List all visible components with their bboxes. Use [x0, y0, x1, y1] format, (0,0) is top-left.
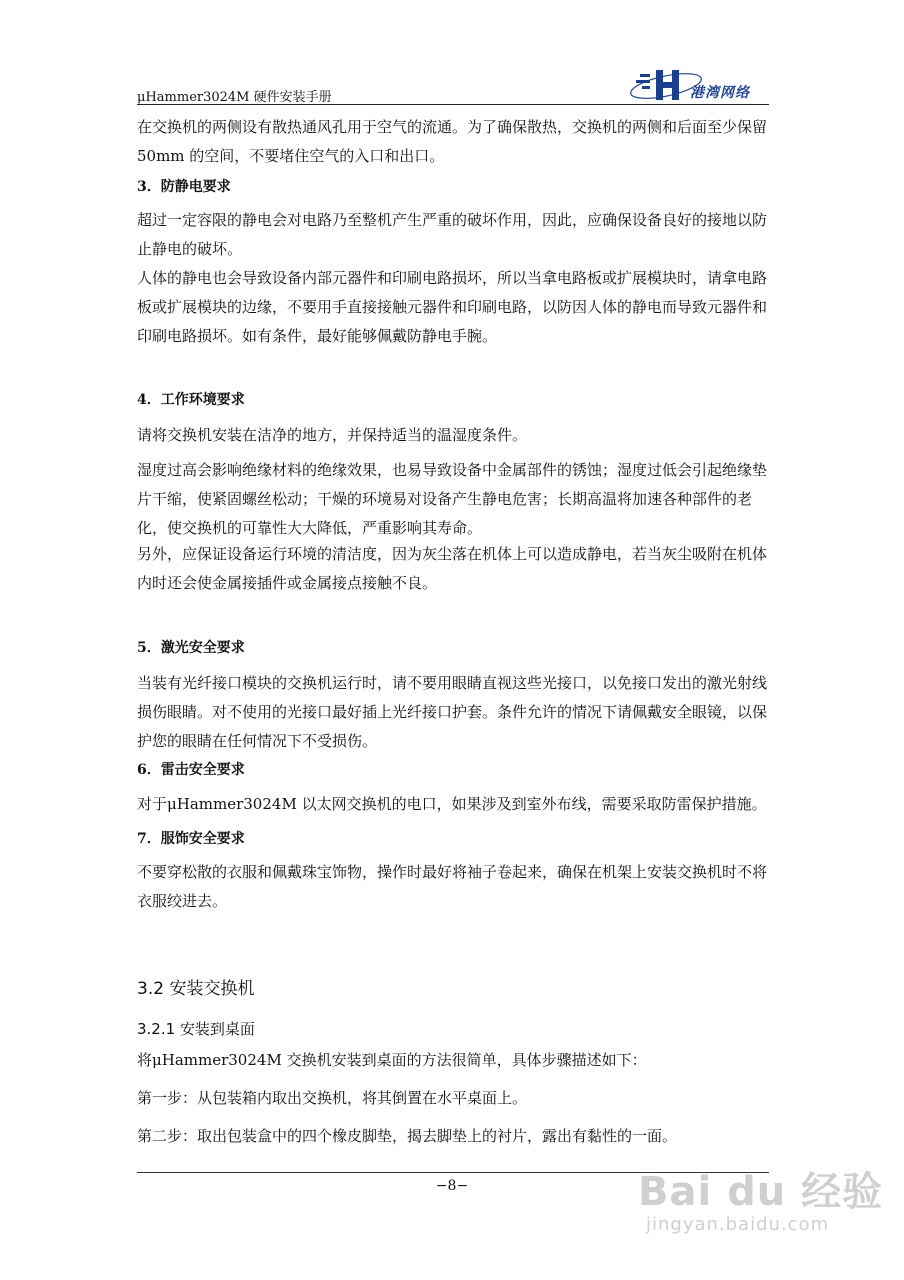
heading-install-desktop: 3.2.1 安装到桌面	[137, 1020, 255, 1038]
paragraph-step-2: 第二步：取出包装盒中的四个橡皮脚垫，揭去脚垫上的衬片，露出有黏性的一面。	[137, 1127, 678, 1145]
paragraph-ventilation: 在交换机的两侧设有散热通风孔用于空气的流通。为了确保散热，交换机的两侧和后面至少保留 50mm 的空间，不要堵住空气的入口和出口。	[137, 118, 768, 165]
baidu-watermark	[628, 1160, 890, 1270]
paragraph-lightning: 对于μHammer3024M 以太网交换机的电口，如果涉及到室外布线，需要采取防雷保护措施。	[137, 795, 767, 813]
section-heading-environment: 4．工作环境要求	[137, 392, 245, 408]
paragraph-clothing: 不要穿松散的衣服和佩戴珠宝饰物，操作时最好将袖子卷起来，确保在机架上安装交换机时不将衣服绞进去。	[137, 863, 768, 910]
watermark-url: jingyan.baidu.com	[646, 1214, 830, 1235]
page-number: −8−	[435, 1178, 469, 1194]
paragraph-antistatic-1: 超过一定容限的静电会对电路乃至整机产生严重的破坏作用，因此，应确保设备良好的接地以防止静电的破坏。	[137, 211, 768, 258]
paragraph-environment-2: 湿度过高会影响绝缘材料的绝缘效果，也易导致设备中金属部件的锈蚀；湿度过低会引起绝缘垫片干缩，使紧固螺丝松动；干燥的环境易对设备产生静电危害；长期高温将加速各种部件的老化，使交换机的可靠性大大降低，严重影响其寿命。	[137, 461, 768, 537]
header-divider	[137, 104, 769, 105]
paragraph-desktop-intro: 将μHammer3024M 交换机安装到桌面的方法很简单，具体步骤描述如下：	[137, 1051, 647, 1069]
document-header-title: μHammer3024M 硬件安装手册	[137, 90, 332, 105]
paragraph-environment-1: 请将交换机安装在洁净的地方，并保持适当的温湿度条件。	[137, 426, 528, 444]
paragraph-environment-3: 另外，应保证设备运行环境的清洁度，因为灰尘落在机体上可以造成静电，若当灰尘吸附在机体内时还会使金属接插件或金属接点接触不良。	[137, 545, 768, 592]
heading-install-switch: 3.2 安装交换机	[137, 979, 255, 999]
paragraph-laser: 当装有光纤接口模块的交换机运行时，请不要用眼睛直视这些光接口，以免接口发出的激光射线损伤眼睛。对不使用的光接口最好插上光纤接口护套。条件允许的情况下请佩戴安全眼镜，以保护您的眼睛在任何情况下不受损伤。	[137, 674, 768, 750]
logo-text: 港湾网络	[690, 85, 750, 101]
paragraph-antistatic-2: 人体的静电也会导致设备内部元器件和印刷电路损坏，所以当拿电路板或扩展模块时，请拿电路板或扩展模块的边缘，不要用手直接接触元器件和印刷电路，以防因人体的静电而导致元器件和印刷电路损坏。如有条件，最好能够佩戴防静电手腕。	[137, 269, 768, 345]
section-heading-lightning: 6．雷击安全要求	[137, 762, 245, 778]
section-heading-laser: 5．激光安全要求	[137, 640, 245, 656]
section-heading-clothing: 7．服饰安全要求	[137, 831, 245, 847]
watermark-brand: Bai du 经验	[638, 1169, 884, 1215]
paragraph-step-1: 第一步：从包装箱内取出交换机，将其倒置在水平桌面上。	[137, 1089, 528, 1107]
section-heading-antistatic: 3．防静电要求	[137, 179, 231, 195]
